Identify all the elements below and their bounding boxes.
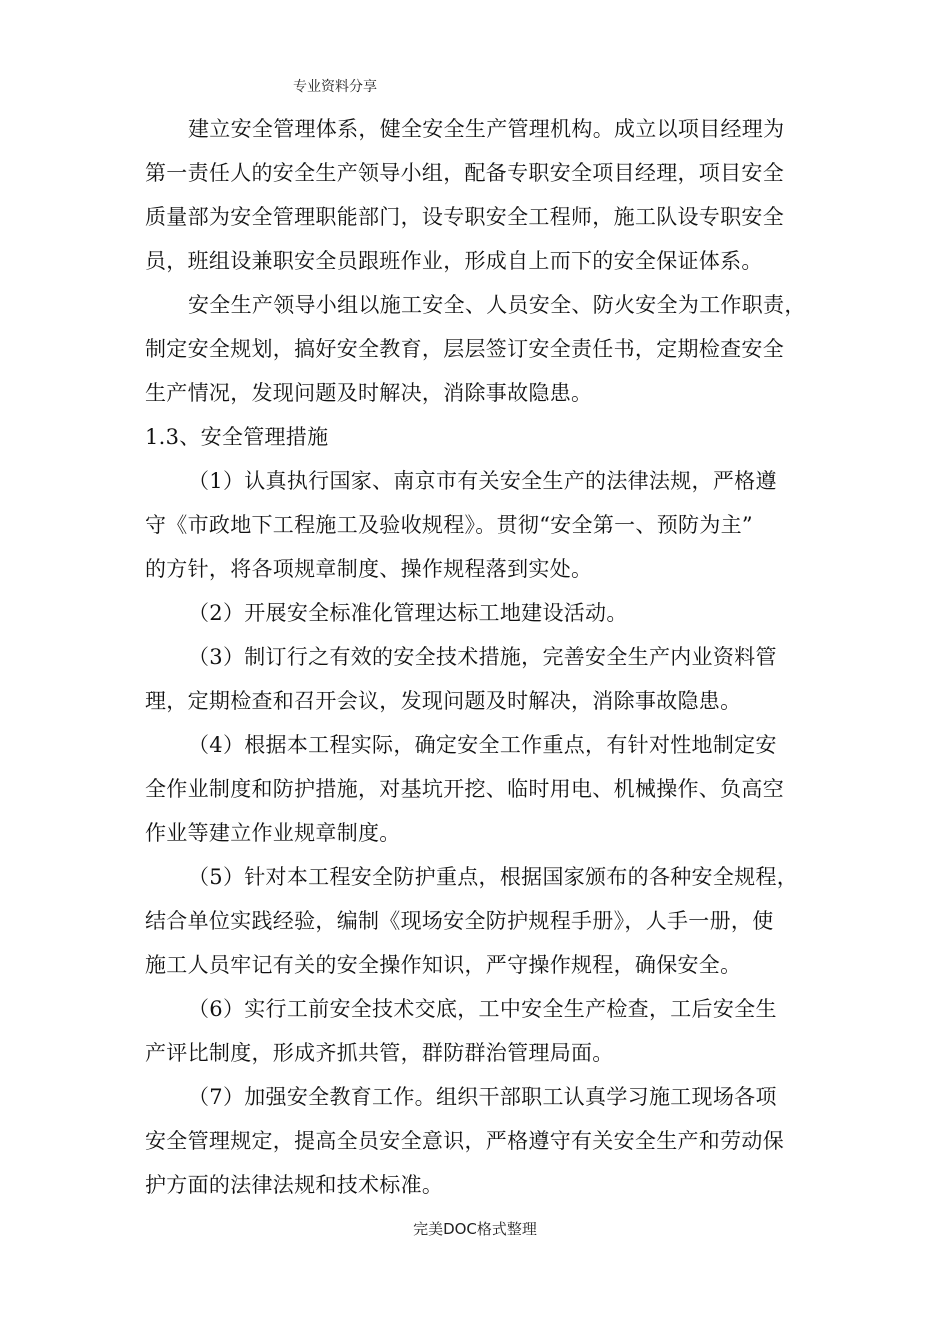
- text-line: 作业等建立作业规章制度。: [145, 821, 401, 845]
- text-line: （2）开展安全标准化管理达标工地建设活动。: [188, 601, 628, 625]
- text-line: （5）针对本工程安全防护重点，根据国家颁布的各种安全规程，: [188, 865, 799, 889]
- text-line: （3）制订行之有效的安全技术措施，完善安全生产内业资料管: [188, 645, 777, 669]
- text-line: 第一责任人的安全生产领导小组，配备专职安全项目经理，项目安全: [145, 161, 784, 185]
- text-line: （4）根据本工程实际，确定安全工作重点，有针对性地制定安: [188, 733, 777, 757]
- text-line: 建立安全管理体系，健全安全生产管理机构。成立以项目经理为: [188, 117, 785, 141]
- text-line: 生产情况，发现问题及时解决，消除事故隐患。: [145, 381, 593, 405]
- text-line: （6）实行工前安全技术交底，工中安全生产检查，工后安全生: [188, 997, 777, 1021]
- text-line: 护方面的法律法规和技术标准。: [145, 1173, 444, 1197]
- section-heading: 1.3、安全管理措施: [145, 425, 329, 449]
- text-line: 安全管理规定，提高全员安全意识，严格遵守有关安全生产和劳动保: [145, 1129, 784, 1153]
- text-line: 安全生产领导小组以施工安全、人员安全、防火安全为工作职责，: [188, 293, 806, 317]
- text-line: 理，定期检查和召开会议，发现问题及时解决，消除事故隐患。: [145, 689, 742, 713]
- page-header: 专业资料分享: [293, 79, 377, 95]
- text-line: （1）认真执行国家、南京市有关安全生产的法律法规，严格遵: [188, 469, 777, 493]
- text-line: （7）加强安全教育工作。组织干部职工认真学习施工现场各项: [188, 1085, 777, 1109]
- text-line: 制定安全规划，搞好安全教育，层层签订安全责任书，定期检查安全: [145, 337, 784, 361]
- text-line: 守《市政地下工程施工及验收规程》。贯彻“安全第一、预防为主”: [145, 513, 753, 537]
- text-line: 的方针，将各项规章制度、操作规程落到实处。: [145, 557, 593, 581]
- text-line: 质量部为安全管理职能部门，设专职安全工程师，施工队设专职安全: [145, 205, 784, 229]
- text-line: 全作业制度和防护措施，对基坑开挖、临时用电、机械操作、负高空: [145, 777, 784, 801]
- text-line: 施工人员牢记有关的安全操作知识，严守操作规程，确保安全。: [145, 953, 742, 977]
- text-line: 产评比制度，形成齐抓共管，群防群治管理局面。: [145, 1041, 614, 1065]
- text-line: 结合单位实践经验，编制《现场安全防护规程手册》，人手一册，使: [145, 909, 774, 933]
- page-footer: 完美DOC格式整理: [413, 1220, 537, 1238]
- text-line: 员，班组设兼职安全员跟班作业，形成自上而下的安全保证体系。: [145, 249, 763, 273]
